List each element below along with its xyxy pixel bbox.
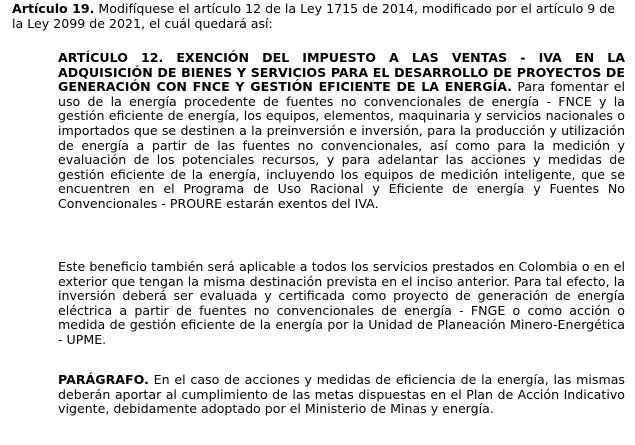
quoted-article-block — [58, 50, 625, 417]
paragrafo-text: En el caso de acciones y medidas de eficiencia de la energía, las mismas deberán aportar al cumplimiento de las metas dispuestas en el Plan de Acción Indicativo vigente, debidamente adoptado por el Ministerio de Minas y energía. — [58, 372, 625, 417]
intro-text: Modifíquese el artículo 12 de la Ley 1715 de 2014, modificado por el artículo 9 de la Ley 2099 de 2021, el cuál quedará así: — [12, 1, 616, 31]
paragrafo-label: PARÁGRAFO. — [58, 372, 149, 387]
paragrafo-paragraph — [58, 373, 625, 417]
article-12-title: ARTÍCULO 12. EXENCIÓN DEL IMPUESTO A LAS VENTAS - IVA EN LA ADQUISICIÓN DE BIENES Y SERVICIOS PARA EL DESARROLLO DE PROYECTOS DE GENERACIÓN CON FNCE Y GESTIÓN EFICIENTE DE LA ENERGÍA. — [58, 50, 625, 95]
intro-paragraph — [12, 2, 624, 31]
article-19-label: Artículo 19. — [12, 1, 95, 16]
benefit-paragraph: Este beneficio también será aplicable a todos los servicios prestados en Colombia o en el exterior que tengan la misma destinación prevista en el inciso anterior. Para tal efecto, la inversión deberá ser evaluada y certificada como proyecto de generación de energía eléctrica a partir de fuentes no convencionales de energía - FNGE o como acción o medida de gestión eficiente de la energía por la Unidad de Planeación Minero-Energética - UPME. — [58, 259, 625, 347]
article-12-paragraph — [58, 51, 625, 212]
article-12-body: Para fomentar el uso de la energía procedente de fuentes no convencionales de energía - FNCE y la gestión eficiente de energía, los equipos, elementos, maquinaria y servicios nacionales o importados que se destinen a la preinversión e inversión, para la producción y utilización de energía a partir de las fuentes no convencionales, así como para la medición y evaluación de los potenciales recursos, y para adelantar las acciones y medidas de gestión eficiente de la energía, incluyendo los equipos de medición inteligente, que se encuentren en el Programa de Uso Racional y Eficiente de energía y Fuentes No Convencionales - PROURE estarán exentos del IVA. — [58, 79, 625, 211]
